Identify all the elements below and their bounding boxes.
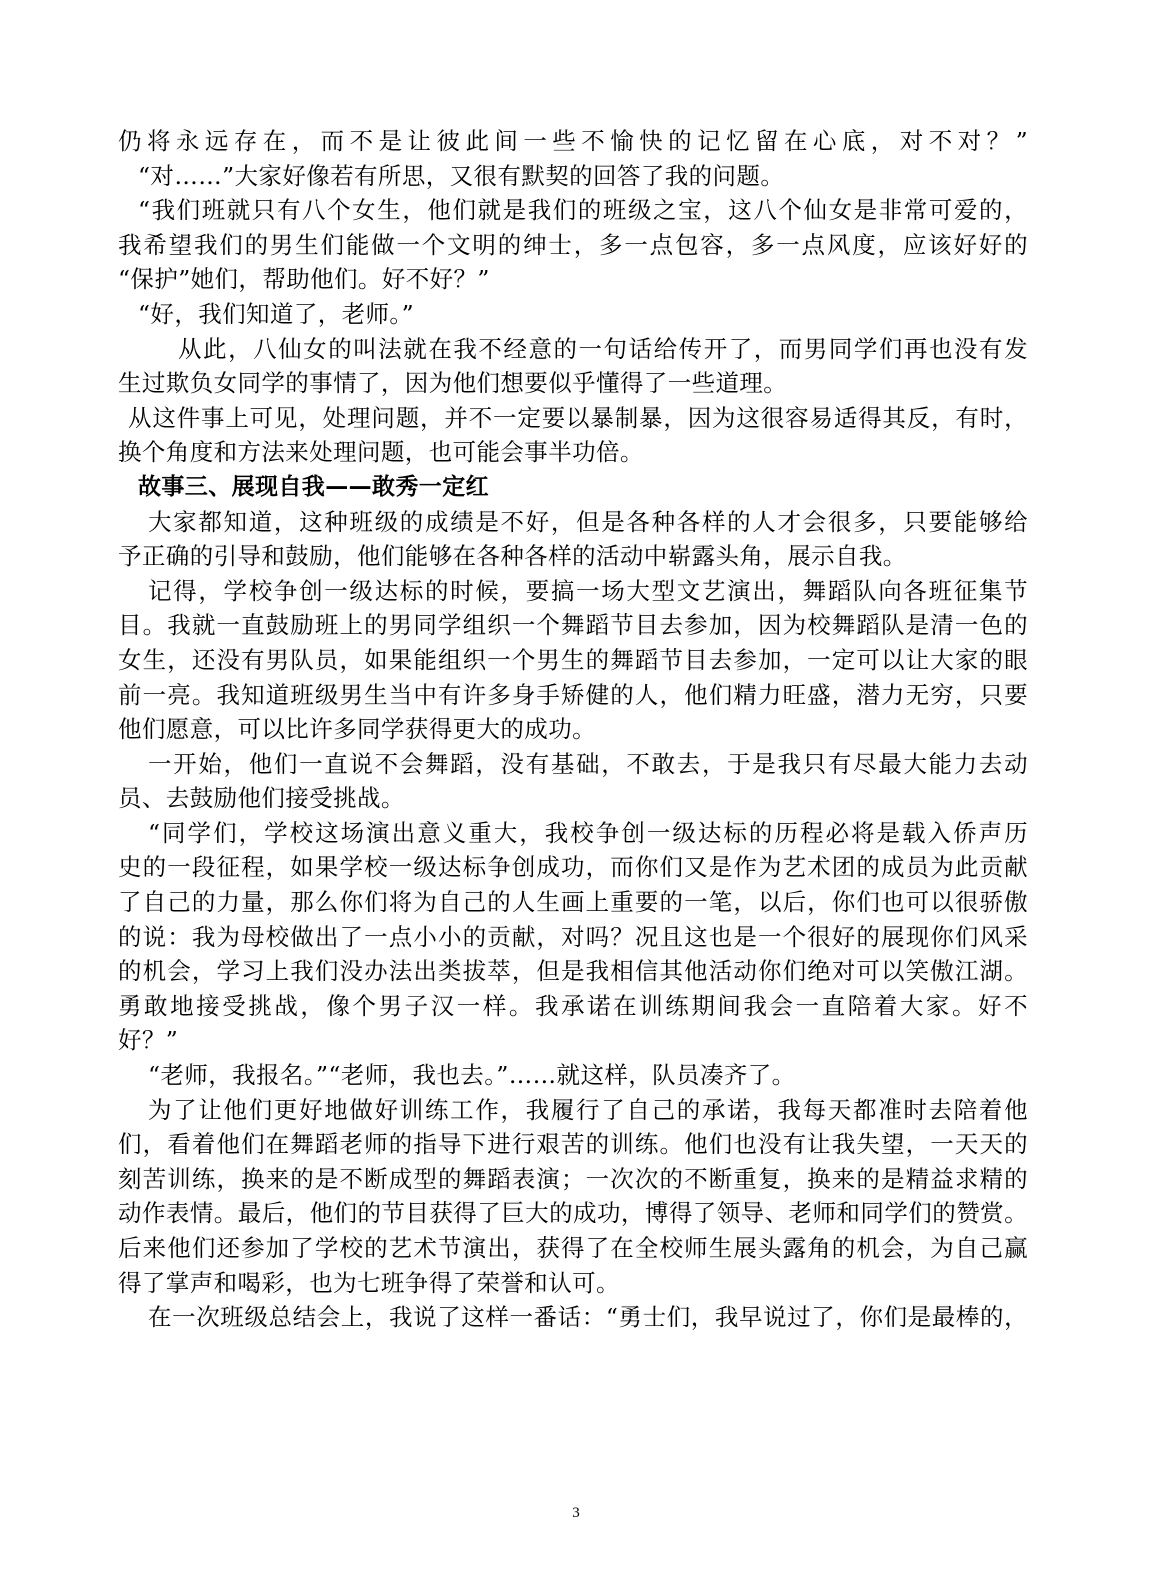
- text-line: 目。我就一直鼓励班上的男同学组织一个舞蹈节目去参加，因为校舞蹈队是清一色的: [118, 611, 1028, 640]
- text-line: 的机会，学习上我们没办法出类拔萃，但是我相信其他活动你们绝对可以笑傲江湖。: [118, 957, 1028, 986]
- text-line: 前一亮。我知道班级男生当中有许多身手矫健的人，他们精力旺盛，潜力无穷，只要: [118, 680, 1028, 709]
- text-line: 换个角度和方法来处理问题，也可能会事半功倍。: [118, 438, 644, 467]
- text-line: 仍将永远存在，而不是让彼此间一些不愉快的记忆留在心底，对不对？”: [118, 127, 1028, 155]
- text-line: 大家都知道，这种班级的成绩是不好，但是各种各样的人才会很多，只要能够给: [148, 507, 1028, 536]
- text-line: 一开始，他们一直说不会舞蹈，没有基础，不敢去，于是我只有尽最大能力去动: [148, 749, 1028, 778]
- text-line: 予正确的引导和鼓励，他们能够在各种各样的活动中崭露头角，展示自我。: [118, 542, 907, 571]
- text-line: 史的一段征程，如果学校一级达标争创成功，而你们又是作为艺术团的成员为此贡献: [118, 853, 1028, 882]
- text-line: 他们愿意，可以比许多同学获得更大的成功。: [118, 715, 596, 744]
- text-line: “对……”大家好像若有所思，又很有默契的回答了我的问题。: [138, 161, 785, 190]
- text-line: “好，我们知道了，老师。”: [138, 299, 414, 328]
- text-line: 后来他们还参加了学校的艺术节演出，获得了在全校师生展头露角的机会，为自己赢: [118, 1234, 1028, 1262]
- document-body: [118, 124, 1028, 1335]
- text-line: “保护”她们，帮助他们。好不好？”: [118, 265, 490, 294]
- text-line: 勇敢地接受挑战，像个男子汉一样。我承诺在训练期间我会一直陪着大家。好不: [118, 991, 1028, 1020]
- text-line: 动作表情。最后，他们的节目获得了巨大的成功，博得了领导、老师和同学们的赞赏。: [118, 1199, 1028, 1228]
- text-line: 好？”: [118, 1026, 179, 1055]
- text-line: 从此，八仙女的叫法就在我不经意的一句话给传开了，而男同学们再也没有发: [178, 334, 1028, 363]
- text-line: 从这件事上可见，处理问题，并不一定要以暴制暴，因为这很容易适得其反，有时，: [128, 403, 1028, 432]
- text-line: 在一次班级总结会上，我说了这样一番话：“勇士们，我早说过了，你们是最棒的，: [148, 1303, 1028, 1332]
- text-line: 女生，还没有男队员，如果能组织一个男生的舞蹈节目去参加，一定可以让大家的眼: [118, 645, 1028, 674]
- text-line: 记得，学校争创一级达标的时候，要搞一场大型文艺演出，舞蹈队向各班征集节: [148, 576, 1028, 605]
- text-line: 了自己的力量，那么你们将为自己的人生画上重要的一笔，以后，你们也可以很骄傲: [118, 888, 1028, 917]
- text-line: “同学们，学校这场演出意义重大，我校争创一级达标的历程必将是载入侨声历: [148, 818, 1028, 847]
- text-line: 们，看着他们在舞蹈老师的指导下进行艰苦的训练。他们也没有让我失望，一天天的: [118, 1130, 1028, 1159]
- page-number: 3: [572, 1505, 580, 1521]
- text-line: “我们班就只有八个女生，他们就是我们的班级之宝，这八个仙女是非常可爱的，: [138, 196, 1028, 225]
- text-line: 生过欺负女同学的事情了，因为他们想要似乎懂得了一些道理。: [118, 369, 788, 398]
- text-line: 我希望我们的男生们能做一个文明的绅士，多一点包容，多一点风度，应该好好的: [118, 230, 1028, 259]
- text-line: 为了让他们更好地做好训练工作，我履行了自己的承诺，我每天都准时去陪着他: [148, 1095, 1028, 1124]
- text-line: 得了掌声和喝彩，也为七班争得了荣誉和认可。: [118, 1268, 620, 1297]
- section-heading: 故事三、展现自我——敢秀一定红: [138, 473, 489, 500]
- text-line: 的说：我为母校做出了一点小小的贡献，对吗？况且这也是一个很好的展现你们风采: [118, 922, 1028, 951]
- text-line: 员、去鼓励他们接受挑战。: [118, 784, 405, 813]
- text-line: “老师，我报名。”“老师，我也去。”……就这样，队员凑齐了。: [148, 1061, 796, 1090]
- text-line: 刻苦训练，换来的是不断成型的舞蹈表演；一次次的不断重复，换来的是精益求精的: [118, 1164, 1028, 1193]
